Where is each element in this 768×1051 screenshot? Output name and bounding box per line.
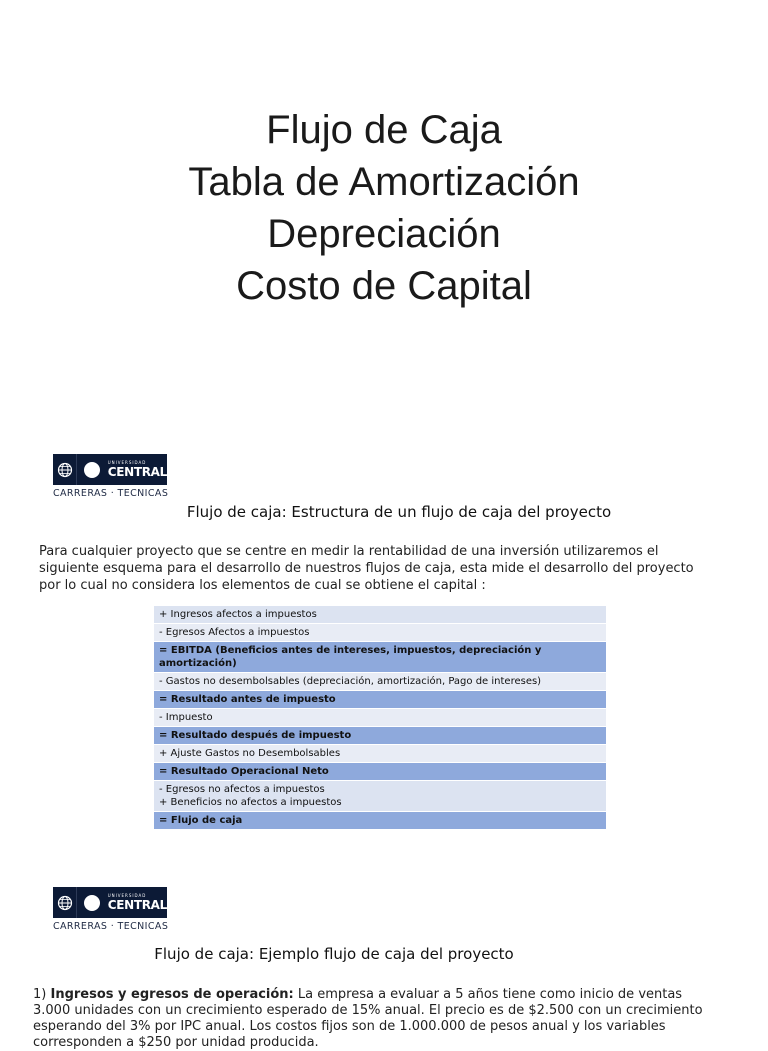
table-row [154, 709, 606, 727]
logo-bar [53, 887, 167, 918]
logo-subtitle: CARRERAS · TECNICAS [53, 921, 169, 932]
university-logo-2 [53, 887, 167, 932]
table-row [154, 781, 606, 812]
title-line-1: Flujo de Caja [266, 108, 502, 152]
logo-wordmark: UNIVERSIDAD CENTRAL [107, 460, 167, 479]
table-cell: = Resultado Operacional Neto [154, 763, 606, 781]
table-cell: = EBITDA (Beneficios antes de intereses, impuestos, depreciación y amortización) [154, 642, 606, 673]
table-row [154, 642, 606, 673]
title-line-4: Costo de Capital [236, 264, 532, 308]
university-logo [53, 454, 167, 499]
table-row [154, 763, 606, 781]
example-paragraph [33, 987, 705, 1051]
title-line-3: Depreciación [267, 212, 501, 256]
table-cell: - Egresos no afectos a impuestos + Beneficios no afectos a impuestos [154, 781, 606, 812]
table-row [154, 673, 606, 691]
table-cell: + Ajuste Gastos no Desembolsables [154, 745, 606, 763]
logo-subtitle: CARRERAS · TECNICAS [53, 488, 169, 499]
table-cell: = Resultado después de impuesto [154, 727, 606, 745]
cashflow-structure-table [154, 606, 606, 830]
table-row [154, 624, 606, 642]
section-heading-structure: Flujo de caja: Estructura de un flujo de caja del proyecto [186, 503, 612, 521]
table-cell: - Impuesto [154, 709, 606, 727]
title-line-2: Tabla de Amortización [188, 160, 580, 204]
table-cell: + Ingresos afectos a impuestos [154, 606, 606, 624]
table-row [154, 727, 606, 745]
table-cell: - Egresos Afectos a impuestos [154, 624, 606, 642]
item-text: La empresa a evaluar a 5 años tiene como inicio de ventas 3.000 unidades con un crecimiento esperado de 15% anual. El precio es de $2.500 con un crecimiento esperando del 3% por IPC anual. Los costos fijos son de 1.000.000 de pesos anual y los variables corresponden a $250 por unidad producida. [33, 987, 703, 1050]
table-cell: = Resultado antes de impuesto [154, 691, 606, 709]
circle-icon [77, 887, 105, 918]
item-number: 1) [33, 987, 47, 1002]
table-row [154, 606, 606, 624]
circle-icon [77, 454, 105, 485]
table-row [154, 691, 606, 709]
section-heading-example: Flujo de caja: Ejemplo flujo de caja del proyecto [154, 945, 514, 963]
globe-icon [53, 454, 77, 485]
table-cell: - Gastos no desembolsables (depreciación, amortización, Pago de intereses) [154, 673, 606, 691]
logo-bar [53, 454, 167, 485]
intro-paragraph: Para cualquier proyecto que se centre en medir la rentabilidad de una inversión utilizaremos el siguiente esquema para el desarrollo de nuestros flujos de caja, esta mide el desarrollo del proyecto por lo cual no considera los elementos de cual se obtiene el capital : [39, 544, 694, 593]
globe-icon [53, 887, 77, 918]
table-row [154, 745, 606, 763]
slide-title [0, 104, 768, 312]
table-cell: = Flujo de caja [154, 812, 606, 830]
logo-wordmark: UNIVERSIDAD CENTRAL [107, 893, 167, 912]
table-row [154, 812, 606, 830]
item-bold-label: Ingresos y egresos de operación: [50, 987, 294, 1002]
